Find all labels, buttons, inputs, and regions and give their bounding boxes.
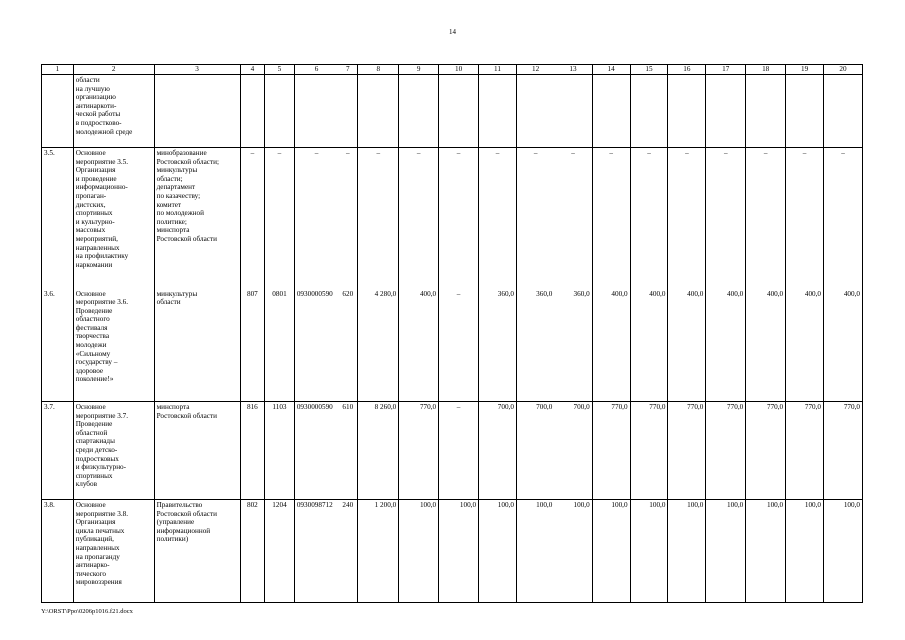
header-cell: 15 bbox=[630, 65, 668, 75]
header-cell: 6 bbox=[294, 65, 338, 75]
cell bbox=[746, 75, 786, 148]
cell: – bbox=[358, 148, 399, 289]
cell: 100,0 bbox=[516, 500, 554, 603]
cell: 770,0 bbox=[399, 402, 439, 500]
cell: 100,0 bbox=[824, 500, 863, 603]
page-number: 14 bbox=[449, 28, 456, 36]
cell bbox=[338, 75, 357, 148]
cell: 100,0 bbox=[479, 500, 517, 603]
executor-cell: минобразование Ростовской области; минкультуры области; департамент по казачеству; комитет по молодежной политике; минспорта Ростовской области bbox=[154, 148, 240, 289]
cell: 100,0 bbox=[399, 500, 439, 603]
cell: 620 bbox=[338, 289, 357, 402]
header-cell: 2 bbox=[73, 65, 154, 75]
executor-cell bbox=[154, 75, 240, 148]
cell: – bbox=[630, 148, 668, 289]
header-cell: 11 bbox=[479, 65, 517, 75]
cell: 1103 bbox=[265, 402, 295, 500]
cell: 100,0 bbox=[630, 500, 668, 603]
file-path-footer: Y:\ORST\Ppo\0206p1016.f21.docx bbox=[41, 608, 133, 615]
cell: 610 bbox=[338, 402, 357, 500]
cell: 400,0 bbox=[746, 289, 786, 402]
cell: – bbox=[592, 148, 630, 289]
cell bbox=[706, 75, 746, 148]
cell bbox=[240, 75, 265, 148]
cell bbox=[358, 75, 399, 148]
cell: 100,0 bbox=[746, 500, 786, 603]
event-name-cell: Основное мероприятие 3.7. Проведение областной спартакиады среди детско- подростковых и физкультурно- спортивных клубов bbox=[73, 402, 154, 500]
header-cell: 18 bbox=[746, 65, 786, 75]
cell bbox=[294, 75, 338, 148]
cell: 770,0 bbox=[786, 402, 824, 500]
header-cell: 4 bbox=[240, 65, 265, 75]
cell: 700,0 bbox=[516, 402, 554, 500]
cell: 770,0 bbox=[706, 402, 746, 500]
cell: 4 280,0 bbox=[358, 289, 399, 402]
cell bbox=[265, 75, 295, 148]
cell: 400,0 bbox=[630, 289, 668, 402]
event-name-cell: Основное мероприятие 3.6. Проведение областного фестиваля творчества молодежи «Сильному государству – здоровое поколение!» bbox=[73, 289, 154, 402]
cell: 360,0 bbox=[479, 289, 517, 402]
cell: – bbox=[265, 148, 295, 289]
cell: 100,0 bbox=[668, 500, 706, 603]
program-table bbox=[41, 64, 863, 603]
header-cell: 3 bbox=[154, 65, 240, 75]
header-cell: 13 bbox=[554, 65, 592, 75]
cell: 360,0 bbox=[516, 289, 554, 402]
cell bbox=[824, 75, 863, 148]
cell: 770,0 bbox=[746, 402, 786, 500]
cell: 700,0 bbox=[479, 402, 517, 500]
header-cell: 1 bbox=[42, 65, 74, 75]
cell: 770,0 bbox=[630, 402, 668, 500]
cell: – bbox=[554, 148, 592, 289]
event-name-cell: области на лучшую организацию антинаркоти- ческой работы в подростково- молодежной среде bbox=[73, 75, 154, 148]
cell bbox=[554, 75, 592, 148]
cell: – bbox=[746, 148, 786, 289]
header-cell: 9 bbox=[399, 65, 439, 75]
cell: – bbox=[668, 148, 706, 289]
cell: – bbox=[439, 402, 479, 500]
cell bbox=[399, 75, 439, 148]
header-cell: 17 bbox=[706, 65, 746, 75]
cell: 400,0 bbox=[399, 289, 439, 402]
table-row bbox=[42, 148, 863, 289]
cell: 0930000590 bbox=[294, 402, 338, 500]
cell: – bbox=[786, 148, 824, 289]
row-number-cell: 3.7. bbox=[42, 402, 74, 500]
row-number-cell: 3.6. bbox=[42, 289, 74, 402]
header-cell: 10 bbox=[439, 65, 479, 75]
header-cell: 8 bbox=[358, 65, 399, 75]
cell: 802 bbox=[240, 500, 265, 603]
cell: 100,0 bbox=[592, 500, 630, 603]
row-number-cell: 3.5. bbox=[42, 148, 74, 289]
row-number-cell bbox=[42, 75, 74, 148]
executor-cell: минспорта Ростовской области bbox=[154, 402, 240, 500]
cell: 700,0 bbox=[554, 402, 592, 500]
cell: 400,0 bbox=[706, 289, 746, 402]
cell: 0930098712 bbox=[294, 500, 338, 603]
cell: – bbox=[439, 148, 479, 289]
cell: 770,0 bbox=[668, 402, 706, 500]
header-cell: 16 bbox=[668, 65, 706, 75]
cell: 0930000590 bbox=[294, 289, 338, 402]
table-row bbox=[42, 289, 863, 402]
cell: 400,0 bbox=[668, 289, 706, 402]
cell: – bbox=[399, 148, 439, 289]
cell: 400,0 bbox=[786, 289, 824, 402]
cell bbox=[592, 75, 630, 148]
cell: 400,0 bbox=[824, 289, 863, 402]
header-cell: 5 bbox=[265, 65, 295, 75]
cell: 100,0 bbox=[786, 500, 824, 603]
cell: 400,0 bbox=[592, 289, 630, 402]
cell: 770,0 bbox=[592, 402, 630, 500]
cell: – bbox=[439, 289, 479, 402]
header-cell: 7 bbox=[338, 65, 357, 75]
cell: – bbox=[516, 148, 554, 289]
header-cell: 12 bbox=[516, 65, 554, 75]
cell: 807 bbox=[240, 289, 265, 402]
cell: 100,0 bbox=[706, 500, 746, 603]
cell: – bbox=[706, 148, 746, 289]
cell bbox=[786, 75, 824, 148]
table-row bbox=[42, 75, 863, 148]
cell: 1204 bbox=[265, 500, 295, 603]
cell: – bbox=[338, 148, 357, 289]
cell: 1 200,0 bbox=[358, 500, 399, 603]
cell: 0801 bbox=[265, 289, 295, 402]
cell bbox=[668, 75, 706, 148]
event-name-cell: Основное мероприятие 3.5. Организация и проведение информационно- пропаган- дистских, спортивных и культурно- массовых мероприятий, направленных на профилактику наркомании bbox=[73, 148, 154, 289]
cell: 100,0 bbox=[554, 500, 592, 603]
cell: – bbox=[240, 148, 265, 289]
cell bbox=[516, 75, 554, 148]
cell: 8 260,0 bbox=[358, 402, 399, 500]
cell: 240 bbox=[338, 500, 357, 603]
cell: 770,0 bbox=[824, 402, 863, 500]
cell bbox=[630, 75, 668, 148]
header-cell: 19 bbox=[786, 65, 824, 75]
cell bbox=[479, 75, 517, 148]
cell bbox=[439, 75, 479, 148]
event-name-cell: Основное мероприятие 3.8. Организация цикла печатных публикаций, направленных на пропаганду антинарко- тического мировоззрения bbox=[73, 500, 154, 603]
cell: 816 bbox=[240, 402, 265, 500]
header-cell: 14 bbox=[592, 65, 630, 75]
cell: 360,0 bbox=[554, 289, 592, 402]
header-cell: 20 bbox=[824, 65, 863, 75]
table-row bbox=[42, 500, 863, 603]
table-row bbox=[42, 402, 863, 500]
header-row bbox=[42, 65, 863, 75]
cell: – bbox=[824, 148, 863, 289]
cell: – bbox=[479, 148, 517, 289]
cell: – bbox=[294, 148, 338, 289]
executor-cell: минкультуры области bbox=[154, 289, 240, 402]
row-number-cell: 3.8. bbox=[42, 500, 74, 603]
cell: 100,0 bbox=[439, 500, 479, 603]
executor-cell: Правительство Ростовской области (управление информационной политики) bbox=[154, 500, 240, 603]
